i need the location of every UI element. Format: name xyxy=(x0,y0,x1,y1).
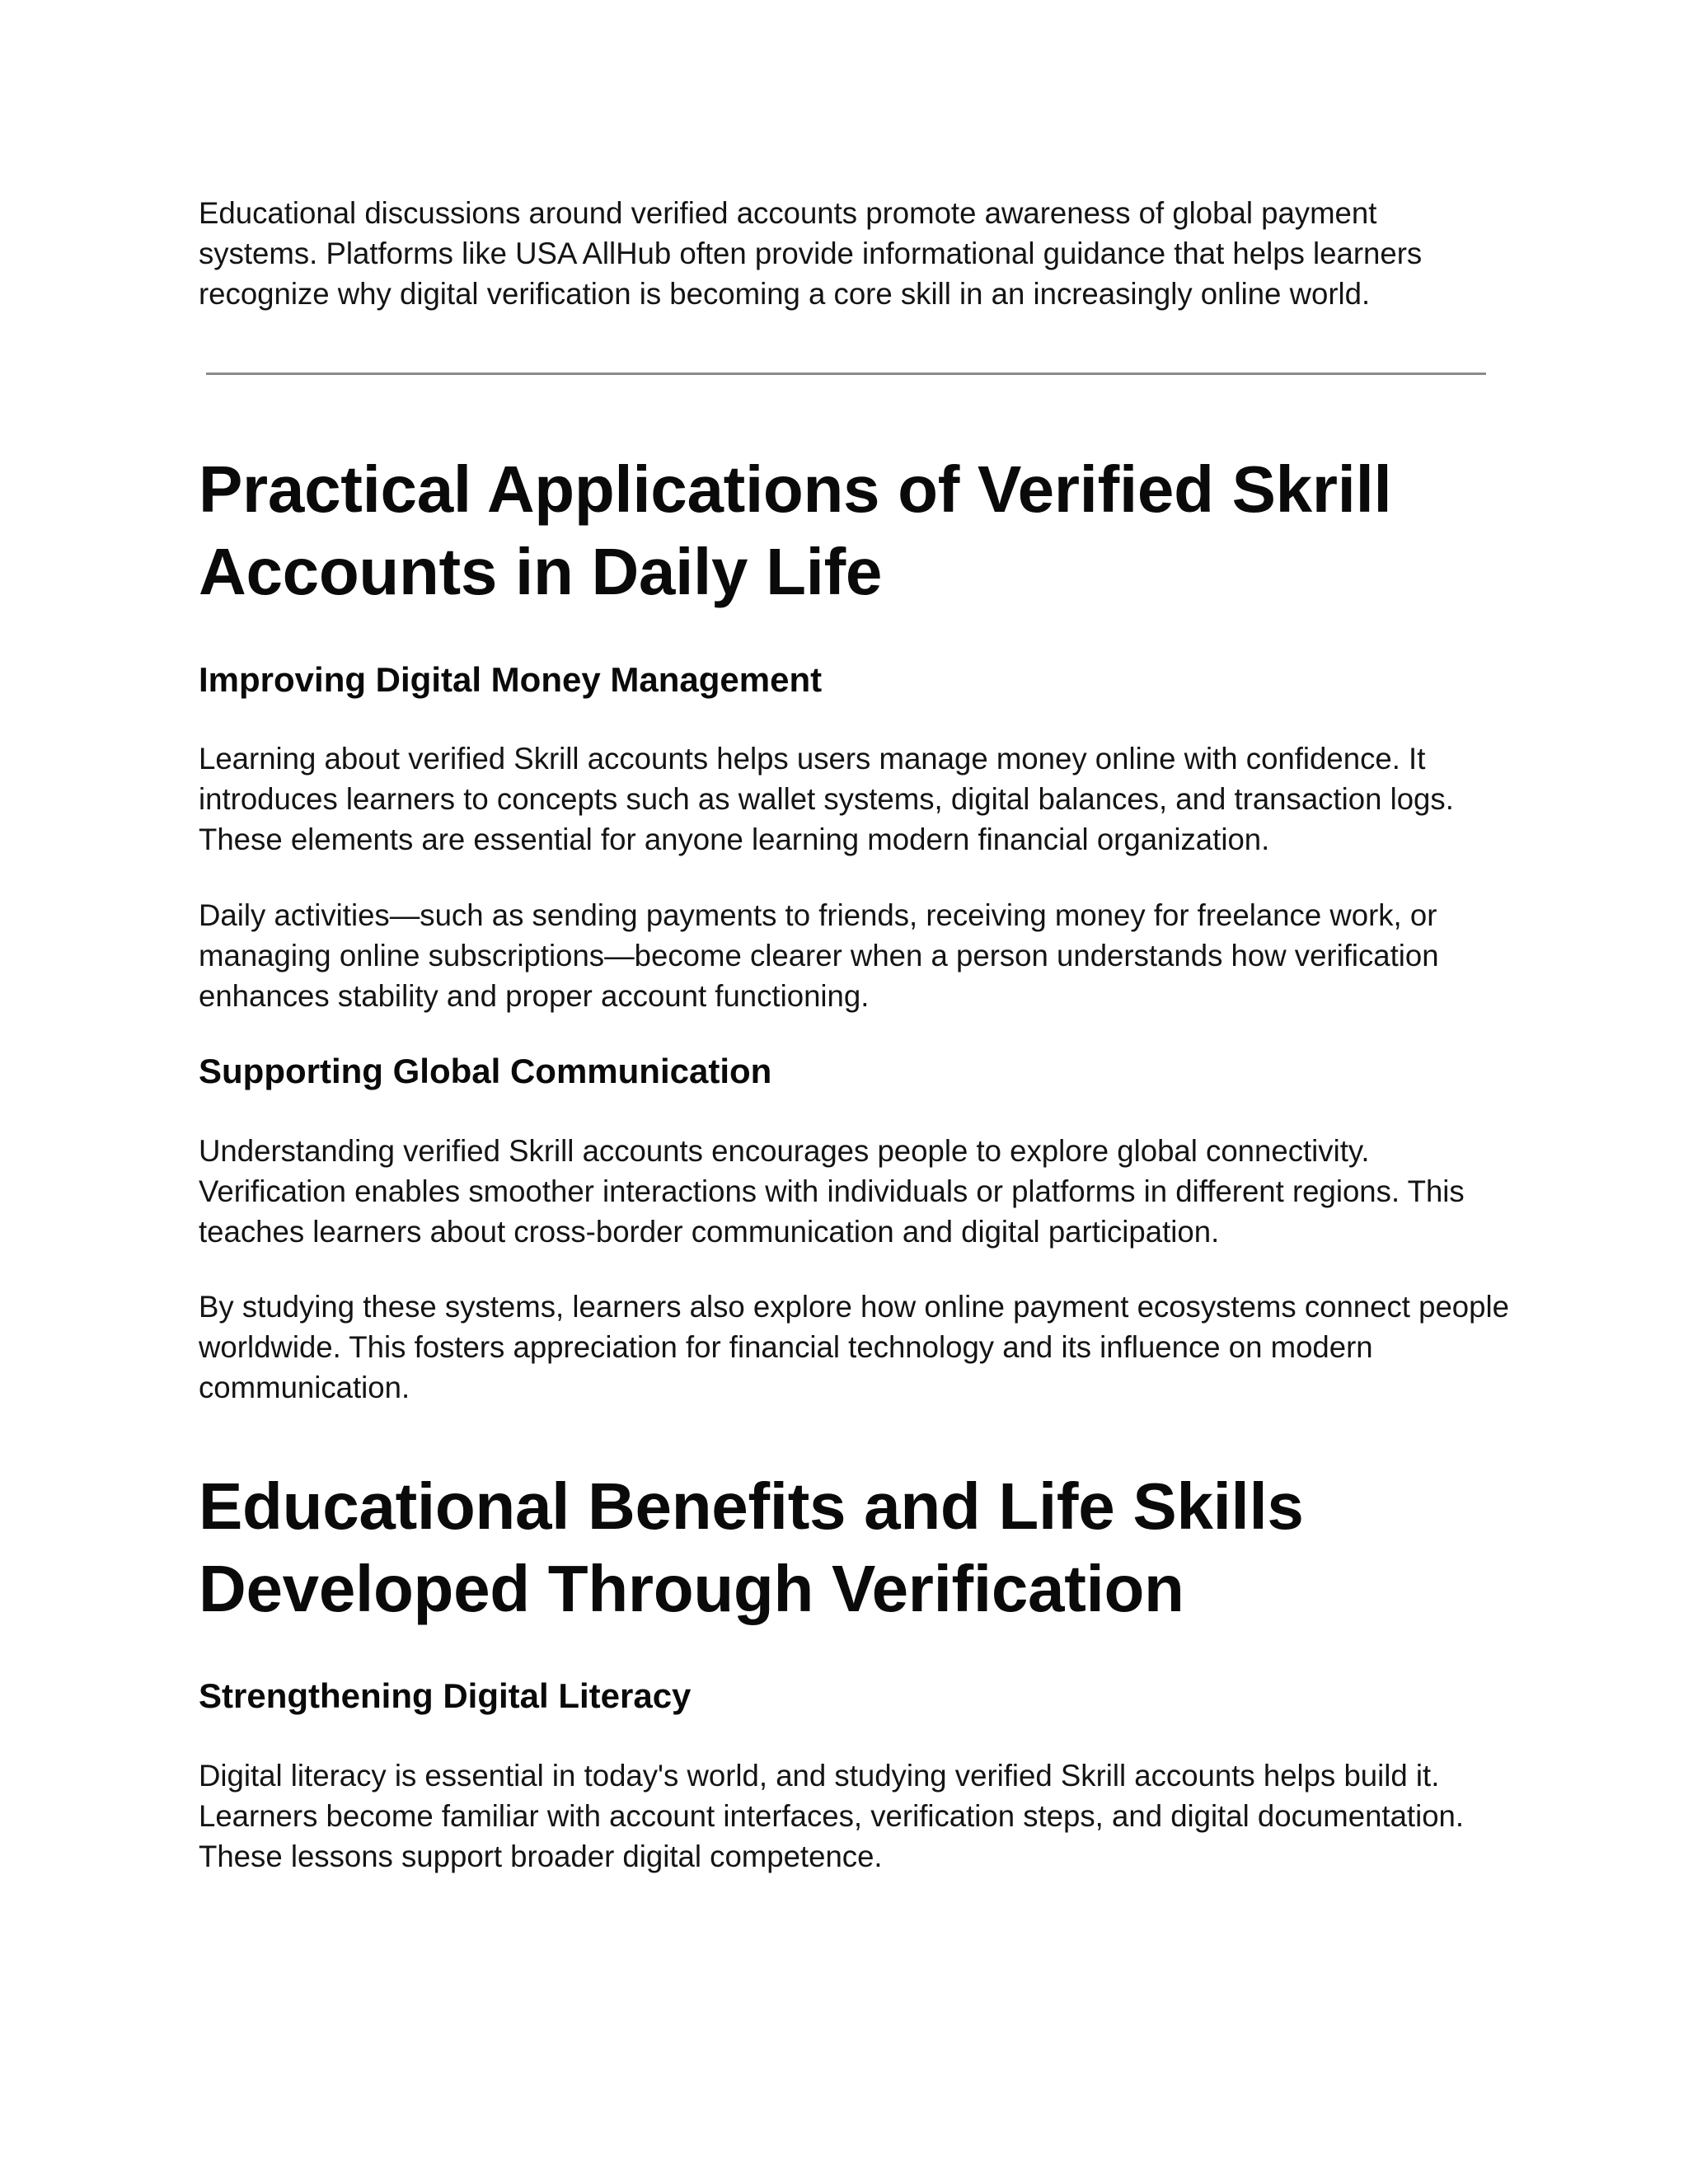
paragraph-money-management-2: Daily activities—such as sending payments to friends, receiving money for freelance work, or managing online subscriptions—become clearer when a person understands how verification enhances stability and proper account functioning. xyxy=(199,898,1439,1013)
subheading-global-communication: Supporting Global Communication xyxy=(199,1052,772,1090)
paragraph-global-communication-2: By studying these systems, learners also explore how online payment ecosystems connect people worldwide. This fosters appreciation for financial technology and its influence on modern communication. xyxy=(199,1290,1509,1404)
paragraph-digital-literacy-1: Digital literacy is essential in today's world, and studying verified Skrill accounts helps build it. Learners become familiar with account interfaces, verification steps, and digital documentation. These lessons support broader digital competence. xyxy=(199,1759,1465,1873)
subheading-digital-literacy: Strengthening Digital Literacy xyxy=(199,1676,692,1715)
section-heading-practical-applications: Practical Applications of Verified Skrill Accounts in Daily Life xyxy=(199,452,1392,608)
section-heading-educational-benefits: Educational Benefits and Life Skills Developed Through Verification xyxy=(199,1469,1304,1625)
paragraph-money-management-1: Learning about verified Skrill accounts helps users manage money online with confidence. It introduces learners to concepts such as wallet systems, digital balances, and transaction logs. These elements are essential for anyone learning modern financial organization. xyxy=(199,742,1454,856)
horizontal-divider xyxy=(206,373,1486,375)
intro-paragraph: Educational discussions around verified accounts promote awareness of global payment systems. Platforms like USA AllHub often provide informational guidance that helps learners recognize why digital verification is becoming a core skill in an increasingly online world. xyxy=(199,196,1423,311)
paragraph-global-communication-1: Understanding verified Skrill accounts encourages people to explore global connectivity. Verification enables smoother interactions with individuals or platforms in different regions. This teaches learners about cross-border communication and digital participation. xyxy=(199,1134,1465,1249)
subheading-digital-money-management: Improving Digital Money Management xyxy=(199,660,823,699)
